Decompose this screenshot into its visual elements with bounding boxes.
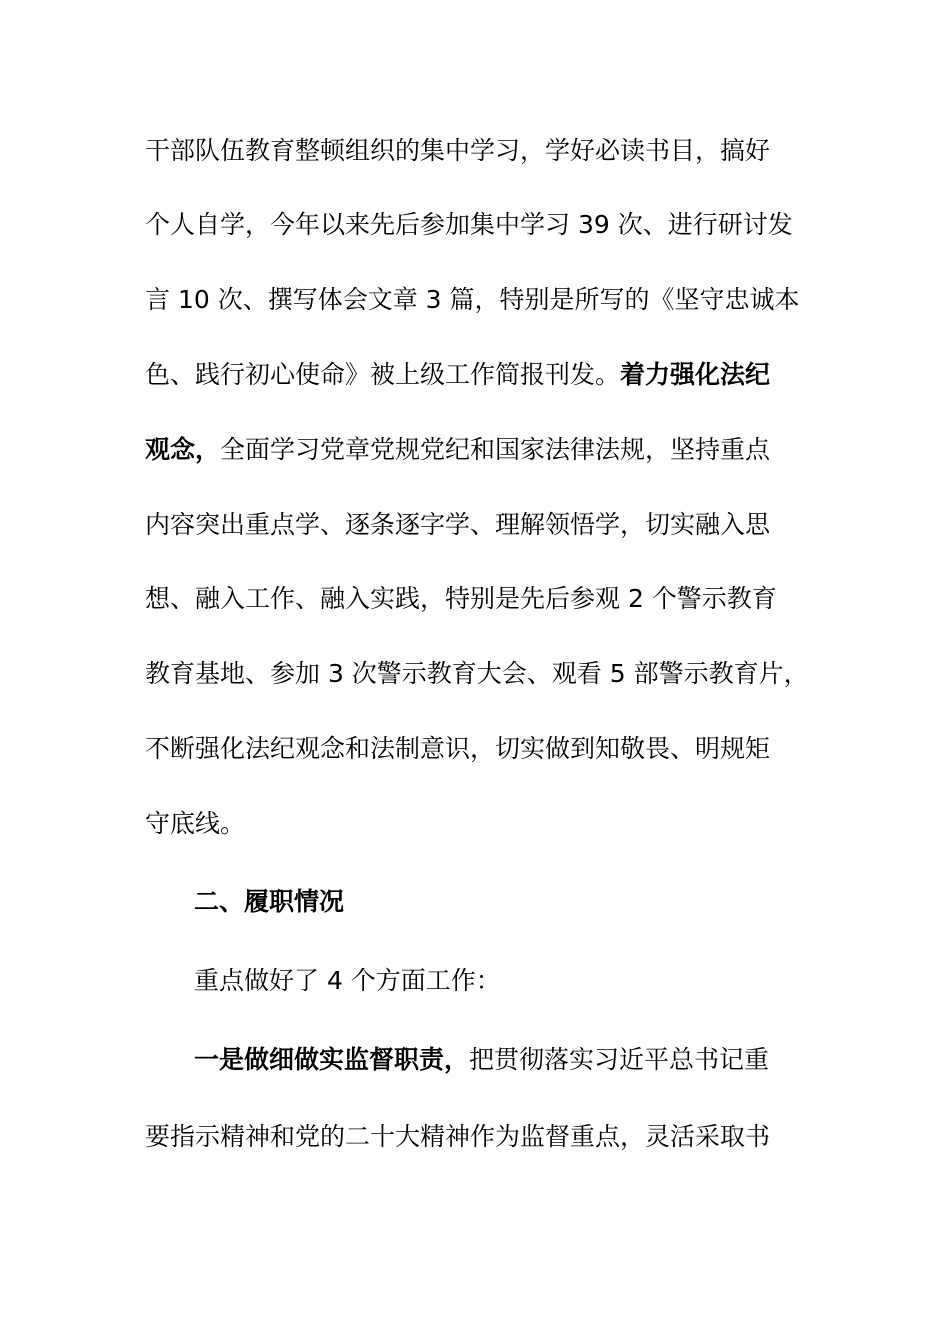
paragraph-line: 想、融入工作、融入实践，特别是先后参观 2 个警示教育	[145, 584, 777, 613]
paragraph-line	[194, 1040, 894, 1080]
text-run: 全面学习党章党规党纪和国家法律法规，坚持重点	[220, 435, 771, 464]
text-run: 把贯彻落实习近平总书记重	[469, 1045, 770, 1074]
paragraph-line: 言 10 次、撰写体会文章 3 篇，特别是所写的《坚守忠诚本	[145, 285, 800, 314]
bold-emphasis: 一是做细做实监督职责，	[194, 1045, 470, 1074]
paragraph-line: 教育基地、参加 3 次警示教育大会、观看 5 部警示教育片，	[145, 659, 809, 688]
paragraph-line: 内容突出重点学、逐条逐字学、理解领悟学，切实融入思	[145, 510, 771, 539]
intro-line: 重点做好了 4 个方面工作：	[194, 966, 501, 995]
paragraph-line: 不断强化法纪观念和法制意识，切实做到知敬畏、明规矩	[145, 734, 771, 763]
paragraph-line	[145, 355, 845, 395]
paragraph-line: 要指示精神和党的二十大精神作为监督重点，灵活采取书	[145, 1122, 771, 1151]
section-heading: 二、履职情况	[194, 887, 345, 916]
paragraph-line: 干部队伍教育整顿组织的集中学习，学好必读书目，搞好	[145, 136, 771, 165]
paragraph-line: 个人自学，今年以来先后参加集中学习 39 次、进行研讨发	[145, 210, 793, 239]
paragraph-line: 守底线。	[145, 809, 246, 838]
paragraph-line	[145, 430, 845, 470]
bold-emphasis: 观念，	[145, 435, 221, 464]
bold-emphasis: 着力强化法纪	[620, 360, 771, 389]
text-run: 色、践行初心使命》被上级工作简报刊发。	[145, 360, 621, 389]
